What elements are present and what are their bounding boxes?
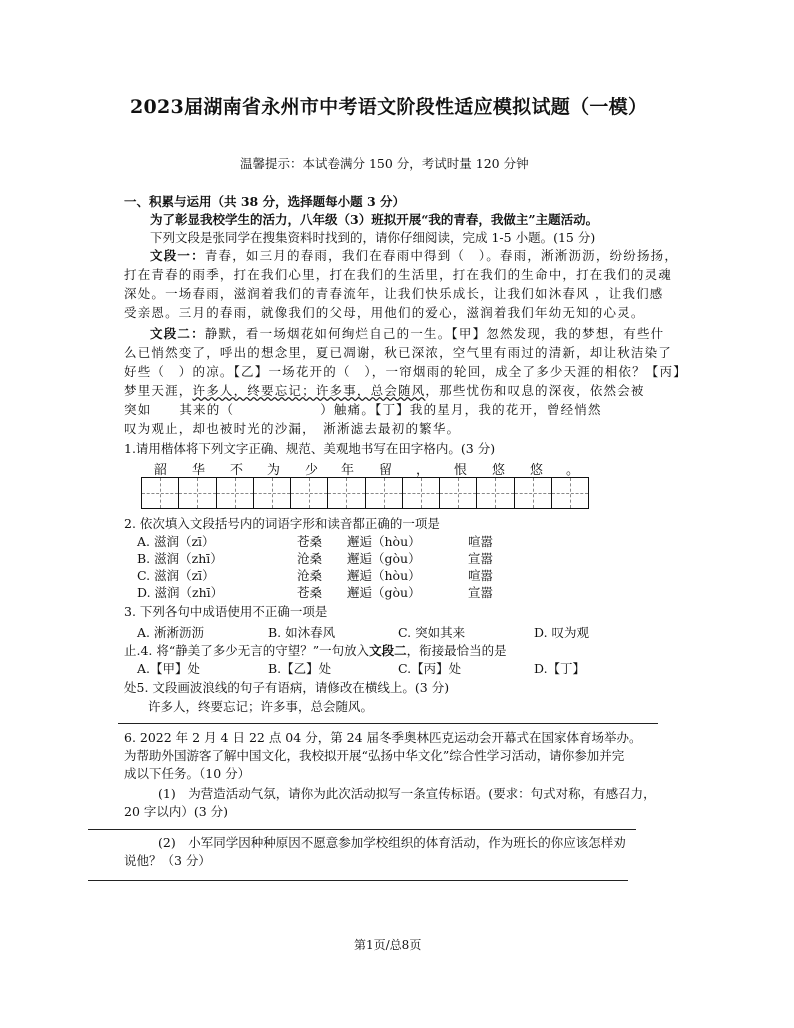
q1-char: 不 [230, 463, 244, 478]
q2-b-4: 宣嚣 [468, 551, 494, 566]
question-6-line3: 成以下任务。（10 分） [124, 766, 251, 781]
q2-d-3: 邂逅（gòu） [347, 585, 421, 600]
q1-char: 。 [566, 463, 580, 478]
q3-option-b[interactable]: B. 如沐春风 [268, 625, 336, 640]
passage1-text1: 青春，如三月的春雨，我们在春雨中得到（ ）。春雨，淅淅沥沥，纷纷扬扬， [204, 248, 679, 263]
q2-a-1: A. 滋润（zī） [137, 534, 215, 549]
passage2-line5 [124, 401, 602, 419]
q2-d-1: D. 滋润（zhī） [137, 585, 224, 600]
question-1: 1.请用楷体将下列文字正确、规范、美观地书写在田字格内。(3 分) [124, 441, 496, 456]
q2-option-d[interactable] [137, 584, 223, 602]
divider [118, 723, 658, 724]
passage2-label: 文段二： [150, 326, 205, 341]
q1-char: ， [416, 463, 430, 478]
page-title: 2023届湖南省永州市中考语文阶段性适应模拟试题（一模） [130, 96, 648, 118]
passage2-line5a: 突如 [124, 402, 152, 417]
grid-cell[interactable] [179, 478, 216, 508]
q1-char: 少 [305, 463, 319, 478]
passage2-line5b: 其来的（ [179, 402, 235, 417]
question-6-line1: 6. 2022 年 2 月 4 日 22 点 04 分，第 24 届冬季奥林匹克运动会开幕式在国家体育场举办。 [124, 730, 642, 745]
question-2: 2. 依次填入文段括号内的词语字形和读音都正确的一项是 [124, 516, 440, 531]
grid-cell[interactable] [142, 478, 179, 508]
passage2-line5c: ）触痛。【丁】我的星月，我的花开，曾经悄然 [320, 402, 602, 417]
q1-char: 恨 [454, 463, 468, 478]
passage2-line3: 好些（ ）的凉。【乙】一场花开的（ ），一帘烟雨的轮回，成全了多少天涯的相依？【丙】 [124, 364, 687, 379]
passage2-line4a: 梦里天涯， [124, 383, 193, 398]
wavy-sentence: 许多人，终要忘记；许多事，总会随风 [192, 383, 426, 398]
q2-option-c[interactable] [137, 567, 215, 585]
q2-c-4: 喧嚣 [468, 568, 494, 583]
q2-a-3: 邂逅（hòu） [347, 534, 421, 549]
q4-bold: 文段二 [369, 643, 407, 658]
q4-option-d[interactable]: D.【丁】 [534, 661, 586, 676]
q2-d-2: 苍桑 [297, 585, 323, 600]
q2-a-4: 喧嚣 [468, 534, 494, 549]
section1-intro: 为了彰显我校学生的活力，八年级（3）班拟开展“我的青春，我做主”主题活动。 [150, 212, 599, 227]
q6-sub2-line1: (2) 小军同学因种种原因不愿意参加学校组织的体育活动，作为班长的你应该怎样劝 [158, 835, 626, 850]
exam-tip: 温馨提示：本试卷满分 150 分，考试时量 120 分钟 [240, 156, 529, 171]
grid-cell[interactable] [515, 478, 552, 508]
passage2-line2: 么已悄然变了，呼出的想念里，夏已凋谢，秋已深浓，空气里有雨过的清新，却让秋洁染了 [124, 345, 673, 360]
q1-char: 韶 [154, 463, 168, 478]
q2-b-3: 邂逅（gòu） [347, 551, 421, 566]
passage1-line1 [150, 247, 678, 265]
passage2-line4c: ，那些忧伤和叹息的深夜，依然会被 [425, 383, 645, 398]
q3-option-a[interactable]: A. 淅淅沥沥 [137, 625, 204, 640]
tianzige-grid[interactable] [141, 477, 589, 509]
q3-option-c[interactable]: C. 突如其来 [398, 625, 466, 640]
q6-sub2-line2: 说他？（3 分） [124, 853, 211, 868]
question-6-line2: 为帮助外国游客了解中国文化，我校拟开展“弘扬中华文化”综合性学习活动，请你参加并完 [124, 748, 625, 763]
grid-cell[interactable] [254, 478, 291, 508]
passage1-line2: 打在青春的雨季，打在我们心里，打在我们的生活里，打在我们的生命中，打在我们的灵魂 [124, 267, 673, 282]
grid-cell[interactable] [403, 478, 440, 508]
q2-c-2: 沧桑 [297, 568, 323, 583]
q3-option-d[interactable]: D. 叹为观 [534, 625, 590, 640]
q1-char: 为 [267, 463, 281, 478]
question-5: 处5. 文段画波浪线的句子有语病，请修改在横线上。(3 分) [124, 680, 450, 695]
grid-cell[interactable] [366, 478, 403, 508]
grid-cell[interactable] [328, 478, 365, 508]
q2-b-1: B. 滋润（zhī） [137, 551, 223, 566]
section1-heading: 一、积累与运用（共 38 分，选择题每小题 3 分） [124, 194, 406, 209]
section1-instruction: 下列文段是张同学在搜集资料时找到的，请你仔细阅读，完成 1-5 小题。(15 分) [150, 230, 596, 245]
q6-sub1-answer-line[interactable] [88, 829, 636, 830]
passage1-label: 文段一： [150, 248, 205, 263]
passage2-line1 [150, 325, 664, 343]
q1-char: 悠 [492, 463, 506, 478]
question-4 [124, 642, 507, 660]
q2-option-b[interactable] [137, 550, 223, 568]
q2-b-2: 沧桑 [297, 551, 323, 566]
passage2-line6: 叹为观止，却也被时光的沙漏， 淅淅滤去最初的繁华。 [124, 421, 461, 436]
grid-cell[interactable] [440, 478, 477, 508]
q2-c-3: 邂逅（hòu） [347, 568, 421, 583]
q2-a-2: 苍桑 [297, 534, 323, 549]
q4-option-a[interactable]: A.【甲】处 [137, 661, 201, 676]
q1-char: 悠 [530, 463, 544, 478]
grid-cell[interactable] [552, 478, 588, 508]
q4-prefix: 止.4. 将“静美了多少无言的守望？”一句放入 [124, 643, 370, 658]
q4-option-c[interactable]: C.【丙】处 [398, 661, 462, 676]
q2-c-1: C. 滋润（zī） [137, 568, 215, 583]
q1-char: 华 [192, 463, 206, 478]
q2-d-4: 宣嚣 [468, 585, 494, 600]
q2-option-a[interactable] [137, 533, 215, 551]
q4-suffix: ，衔接最恰当的是 [406, 643, 507, 658]
passage1-line4: 受亲恩。三月的春雨，就像我们的父母，用他们的爱心，滋润着我们年幼无知的心灵。 [124, 305, 645, 320]
q4-option-b[interactable]: B.【乙】处 [268, 661, 332, 676]
passage2-text1: 静默，看一场烟花如何绚烂自己的一生。【甲】忽然发现，我的梦想，有些什 [204, 326, 665, 341]
page-footer: 第1页/总8页 [354, 938, 422, 952]
q1-char: 年 [341, 463, 355, 478]
q6-sub2-answer-line[interactable] [88, 880, 628, 881]
grid-cell[interactable] [477, 478, 514, 508]
q6-sub1-line1: (1) 为营造活动气氛，请你为此次活动拟写一条宣传标语。(要求：句式对称，有感召力， [158, 786, 656, 801]
q5-answer-line[interactable]: 许多人，终要忘记；许多事，总会随风。 [148, 699, 374, 714]
grid-cell[interactable] [291, 478, 328, 508]
passage1-line3: 深处。一场春雨，滋润着我们的青春流年，让我们快乐成长，让我们如沐春风 ，让我们感 [124, 286, 664, 301]
q6-sub1-line2: 20 字以内）(3 分) [124, 804, 229, 819]
passage2-line4 [124, 382, 645, 400]
q1-char: 留 [379, 463, 393, 478]
grid-cell[interactable] [217, 478, 254, 508]
question-3: 3. 下列各句中成语使用不正确一项是 [124, 604, 328, 619]
